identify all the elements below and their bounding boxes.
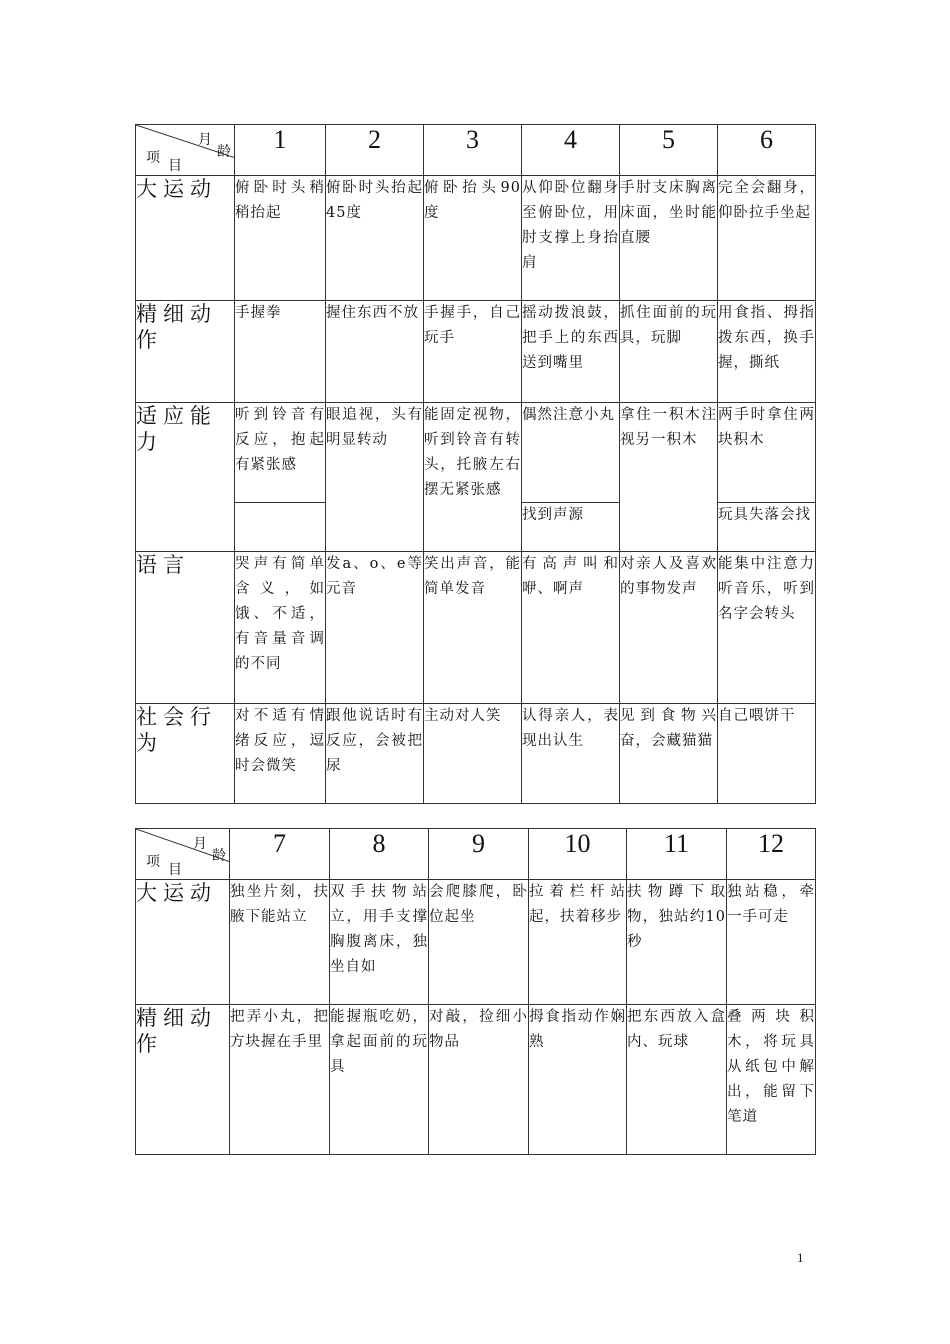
milestone-cell: 认得亲人，表现出认生 (522, 704, 620, 804)
milestone-cell: 对敲，捡细小物品 (429, 1005, 529, 1155)
milestone-cell: 笑出声音，能简单发音 (424, 552, 522, 704)
month-header: 5 (620, 125, 718, 176)
corner-age-label: 龄 (217, 144, 231, 160)
month-header: 10 (529, 829, 627, 880)
milestone-cell: 手肘支床胸离床面，坐时能直腰 (620, 176, 718, 301)
milestone-cell: 手握手，自己玩手 (424, 301, 522, 403)
milestone-cell: 见到食物兴奋，会藏猫猫 (620, 704, 718, 804)
row-label-adaptive: 适应能力 (136, 403, 235, 552)
milestone-cell: 把弄小丸，把方块握在手里 (230, 1005, 330, 1155)
milestone-cell: 把东西放入盒内、玩球 (627, 1005, 727, 1155)
corner-mu-label: 目 (168, 862, 182, 878)
milestone-cell: 从仰卧位翻身至俯卧位，用肘支撑上身抬肩 (522, 176, 620, 301)
milestone-cell: 独站稳，牵一手可走 (727, 880, 816, 1005)
milestone-cell: 抓住面前的玩具，玩脚 (620, 301, 718, 403)
milestone-cell: 用食指、拇指拨东西，换手握，撕纸 (718, 301, 816, 403)
corner-age-label: 龄 (212, 848, 226, 864)
milestone-cell: 玩具失落会找 (718, 503, 816, 552)
development-table-months-7-12 (135, 828, 816, 1155)
milestone-cell: 叠两块积木，将玩具从纸包中解出，能留下笔道 (727, 1005, 816, 1155)
milestone-cell: 找到声源 (522, 503, 620, 552)
month-header: 9 (429, 829, 529, 880)
corner-header-cell (136, 125, 235, 176)
corner-month-label: 月 (198, 132, 212, 148)
corner-month-label: 月 (193, 836, 207, 852)
row-label-social: 社会行为 (136, 704, 235, 804)
milestone-cell: 俯卧时头稍稍抬起 (235, 176, 326, 301)
row-label-gross-motor: 大运动 (136, 880, 230, 1005)
month-header: 12 (727, 829, 816, 880)
corner-item-label: 项 (146, 854, 160, 870)
milestone-cell: 手握拳 (235, 301, 326, 403)
milestone-cell: 对不适有情绪反应，逗时会微笑 (235, 704, 326, 804)
month-header: 11 (627, 829, 727, 880)
month-header: 4 (522, 125, 620, 176)
empty-cell (235, 503, 326, 552)
milestone-cell: 有高声叫和咿、啊声 (522, 552, 620, 704)
milestone-cell: 双手扶物站立，用手支撑胸腹离床，独坐自如 (330, 880, 429, 1005)
milestone-cell: 拇食指动作娴熟 (529, 1005, 627, 1155)
row-label-language: 语言 (136, 552, 235, 704)
milestone-cell: 哭声有简单含义，如饿、不适，有音量音调的不同 (235, 552, 326, 704)
milestone-cell: 拉着栏杆站起，扶着移步 (529, 880, 627, 1005)
milestone-cell: 完全会翻身，仰卧拉手坐起 (718, 176, 816, 301)
month-header: 7 (230, 829, 330, 880)
corner-header-cell (136, 829, 230, 880)
milestone-cell: 会爬膝爬，卧位起坐 (429, 880, 529, 1005)
corner-mu-label: 目 (168, 158, 182, 174)
row-label-fine-motor: 精细动作 (136, 1005, 230, 1155)
milestone-cell: 独坐片刻，扶腋下能站立 (230, 880, 330, 1005)
milestone-cell: 俯卧抬头90度 (424, 176, 522, 301)
month-header: 6 (718, 125, 816, 176)
milestone-cell: 对亲人及喜欢的事物发声 (620, 552, 718, 704)
month-header: 1 (235, 125, 326, 176)
milestone-cell: 俯卧时头抬起45度 (326, 176, 424, 301)
page-number: 1 (797, 1250, 804, 1265)
milestone-cell: 能集中注意力听音乐，听到名字会转头 (718, 552, 816, 704)
milestone-cell: 摇动拨浪鼓，把手上的东西送到嘴里 (522, 301, 620, 403)
milestone-cell: 偶然注意小丸 (522, 403, 620, 503)
month-header: 2 (326, 125, 424, 176)
milestone-cell: 握住东西不放 (326, 301, 424, 403)
milestone-cell: 眼追视，头有明显转动 (326, 403, 424, 552)
row-label-gross-motor: 大运动 (136, 176, 235, 301)
corner-item-label: 项 (146, 150, 160, 166)
development-table-months-1-6 (135, 124, 816, 804)
milestone-cell: 两手时拿住两块积木 (718, 403, 816, 503)
row-label-fine-motor: 精细动作 (136, 301, 235, 403)
milestone-cell: 能固定视物，听到铃音有转头，托腋左右摆无紧张感 (424, 403, 522, 552)
milestone-cell: 主动对人笑 (424, 704, 522, 804)
milestone-cell: 自己喂饼干 (718, 704, 816, 804)
milestone-cell: 听到铃音有反应，抱起有紧张感 (235, 403, 326, 503)
milestone-cell: 能握瓶吃奶，拿起面前的玩具 (330, 1005, 429, 1155)
milestone-cell: 扶物蹲下取物，独站约10秒 (627, 880, 727, 1005)
milestone-cell: 跟他说话时有反应，会被把尿 (326, 704, 424, 804)
month-header: 8 (330, 829, 429, 880)
month-header: 3 (424, 125, 522, 176)
milestone-cell: 拿住一积木注视另一积木 (620, 403, 718, 552)
milestone-cell: 发a、o、e等元音 (326, 552, 424, 704)
